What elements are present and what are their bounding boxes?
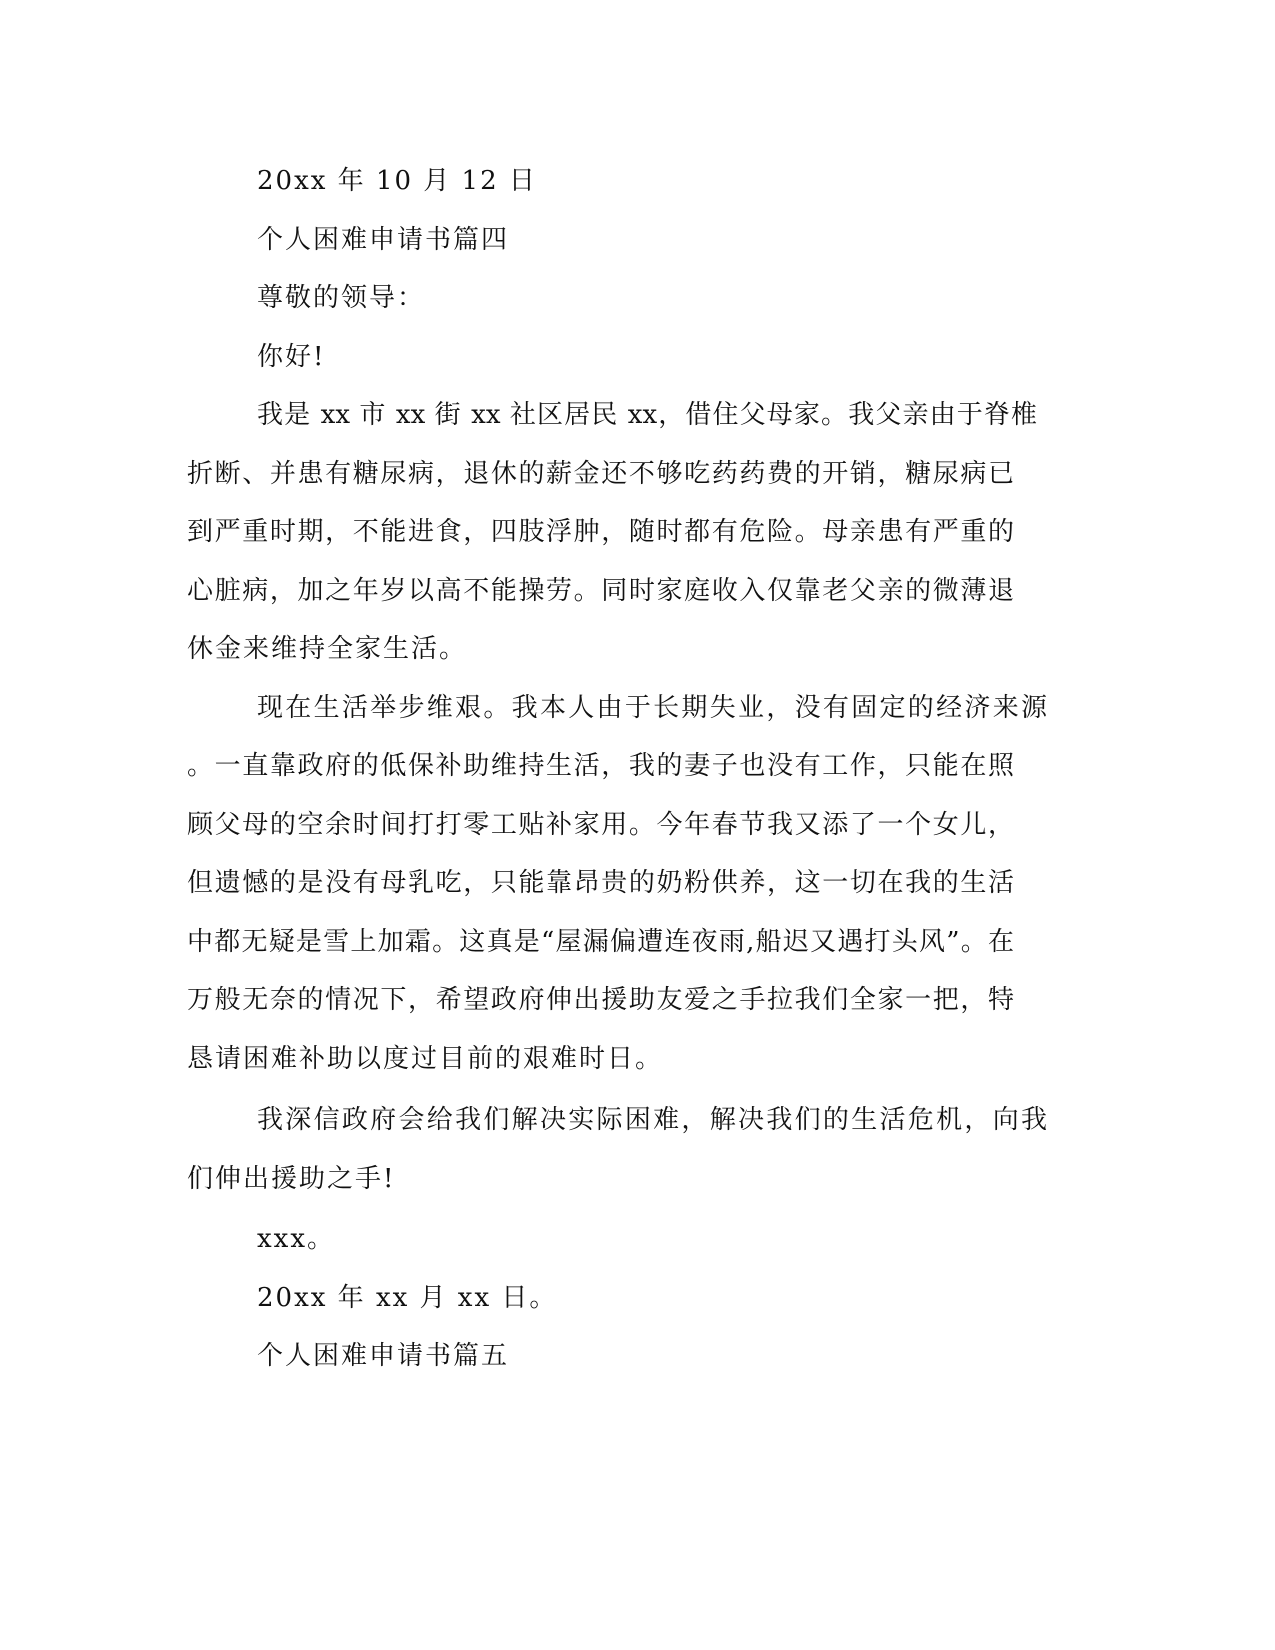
greeting: 你好!	[257, 342, 326, 372]
paragraph-2-line-5: 中都无疑是雪上加霜。这真是“屋漏偏遭连夜雨,船迟又遇打头风”。在	[187, 927, 1014, 957]
paragraph-2-line-2: 。一直靠政府的低保补助维持生活，我的妻子也没有工作，只能在照	[187, 751, 1014, 781]
paragraph-1-line-3: 到严重时期，不能进食，四肢浮肿，随时都有危险。母亲患有严重的	[187, 517, 1014, 547]
paragraph-1-line-5: 休金来维持全家生活。	[187, 634, 468, 664]
paragraph-1-line-2: 折断、并患有糖尿病，退休的薪金还不够吃药药费的开销，糖尿病已	[187, 459, 1014, 489]
date-bottom: 20xx 年 xx 月 xx 日。	[257, 1283, 558, 1313]
paragraph-2-line-6: 万般无奈的情况下，希望政府伸出援助友爱之手拉我们全家一把，特	[187, 985, 1014, 1015]
salutation: 尊敬的领导：	[257, 283, 426, 313]
paragraph-3-line-1: 我深信政府会给我们解决实际困难，解决我们的生活危机，向我	[257, 1105, 1047, 1135]
signature: xxx。	[257, 1224, 335, 1254]
paragraph-1-line-4: 心脏病，加之年岁以高不能操劳。同时家庭收入仅靠老父亲的微薄退	[187, 576, 1014, 606]
section-title-5: 个人困难申请书篇五	[257, 1341, 510, 1371]
paragraph-2-line-1: 现在生活举步维艰。我本人由于长期失业，没有固定的经济来源	[257, 693, 1047, 723]
paragraph-2-line-7: 恳请困难补助以度过目前的艰难时日。	[187, 1044, 664, 1074]
paragraph-2-line-3: 顾父母的空余时间打打零工贴补家用。今年春节我又添了一个女儿，	[187, 810, 1014, 840]
paragraph-1-line-1: 我是 xx 市 xx 街 xx 社区居民 xx，借住父母家。我父亲由于脊椎	[257, 400, 1037, 430]
date-top: 20xx 年 10 月 12 日	[257, 166, 537, 196]
paragraph-3-line-2: 们伸出援助之手!	[187, 1164, 396, 1194]
paragraph-2-line-4: 但遗憾的是没有母乳吃，只能靠昂贵的奶粉供养，这一切在我的生活	[187, 868, 1014, 898]
section-title-4: 个人困难申请书篇四	[257, 225, 510, 255]
